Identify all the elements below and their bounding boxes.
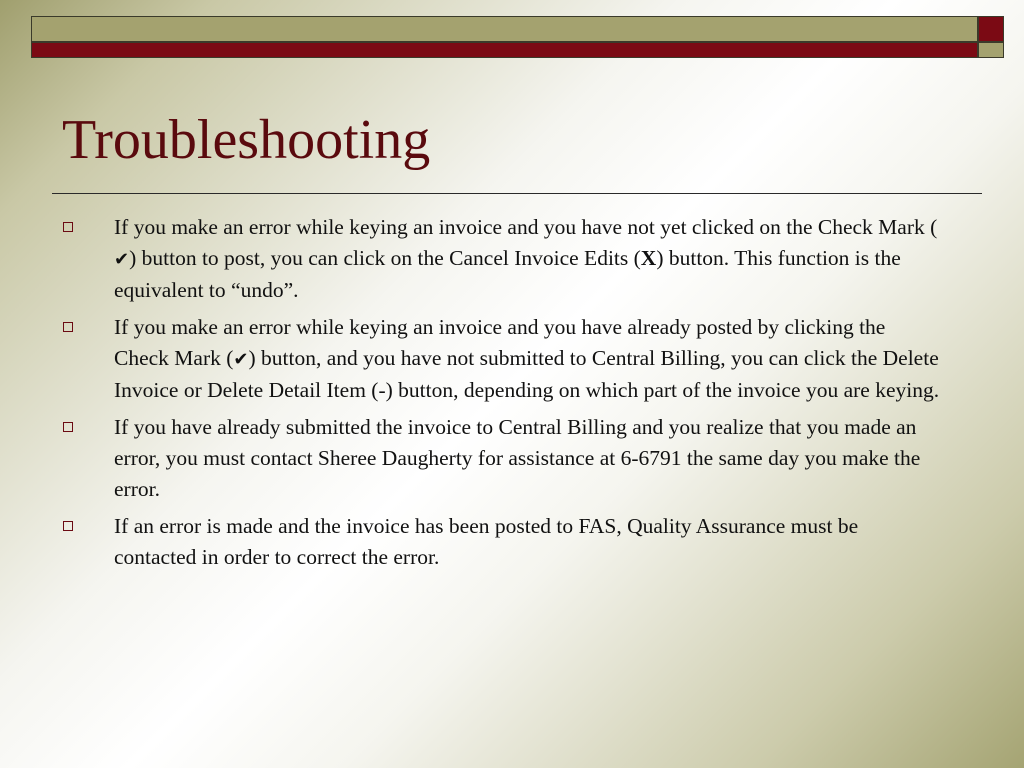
- hollow-square-bullet-icon: [63, 322, 73, 332]
- check-mark-icon: ✔: [233, 349, 249, 370]
- bullet-item-2: [62, 312, 942, 406]
- bullet-4-text: If an error is made and the invoice has been posted to FAS, Quality Assurance must be contacted in order to correct the error.: [114, 514, 859, 569]
- bullet-1-text-2: ) button to post, you can click on the Cancel Invoice Edits (: [129, 246, 641, 270]
- header-maroon-bar: [31, 42, 978, 58]
- bullet-2-text-2: ) button, and you have not submitted to Central Billing, you can click the Delete Invoice or Delete Detail Item (: [114, 346, 939, 402]
- hollow-square-bullet-icon: [63, 422, 73, 432]
- bullet-item-4: [62, 511, 942, 573]
- delete-dash-symbol: -: [378, 378, 386, 402]
- title-divider: [52, 193, 982, 194]
- hollow-square-bullet-icon: [63, 222, 73, 232]
- bullet-item-1: [62, 212, 942, 306]
- cancel-x-symbol: X: [640, 246, 657, 270]
- bullet-item-3: [62, 412, 942, 505]
- header-olive-bar: [31, 16, 978, 42]
- slide-title: Troubleshooting: [62, 109, 431, 171]
- bullet-3-text: If you have already submitted the invoice to Central Billing and you realize that you made an error, you must contact Sheree Daugherty for assistance at 6-6791 the same day you make the error.: [114, 415, 921, 501]
- bullet-list: [62, 212, 942, 579]
- header-maroon-square: [978, 16, 1004, 42]
- header-olive-square: [978, 42, 1004, 58]
- hollow-square-bullet-icon: [63, 521, 73, 531]
- bullet-1-text-3: ) button. This function is the equivalent to “undo”.: [114, 246, 901, 302]
- bullet-2-text-3: ) button, depending on which part of the invoice you are keying.: [385, 378, 940, 402]
- check-mark-icon: ✔: [114, 249, 130, 270]
- bullet-2-text-1: If you make an error while keying an invoice and you have already posted by clicking the Check Mark (: [114, 315, 886, 370]
- bullet-1-text-1: If you make an error while keying an invoice and you have not yet clicked on the Check Mark (: [114, 215, 938, 239]
